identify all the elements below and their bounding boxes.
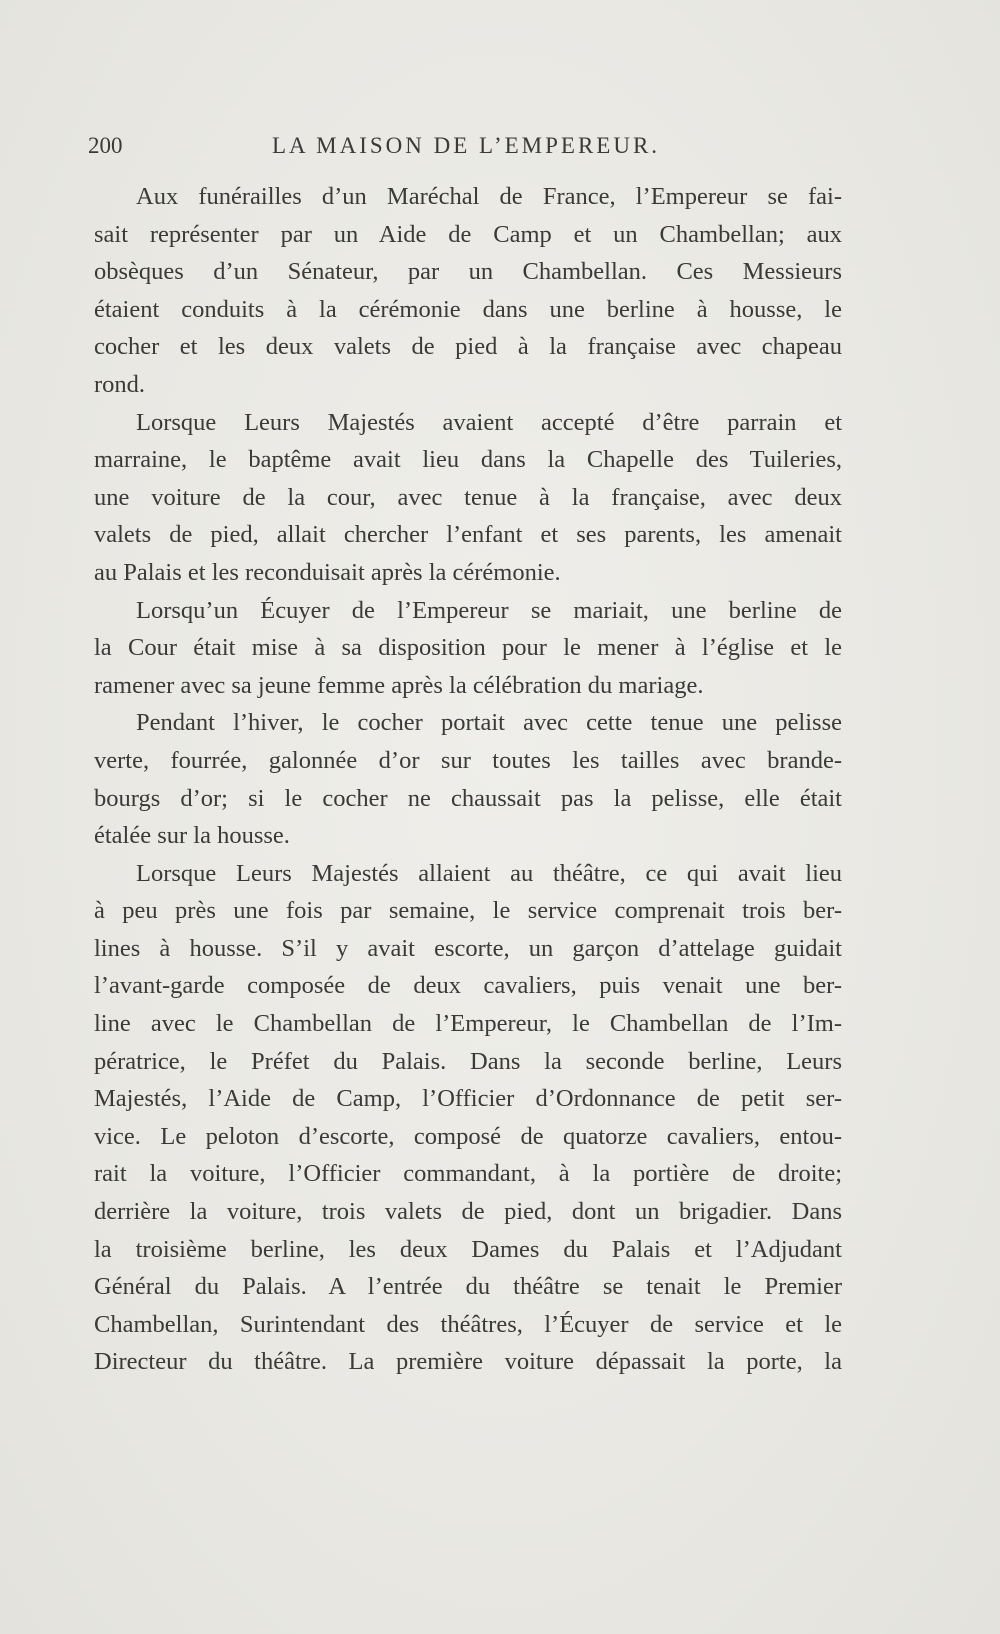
text-line: rond.: [94, 370, 146, 398]
text-line: valets de pied, allait chercher l’enfant et ses parents, les amenait: [94, 521, 842, 549]
page-header: [88, 133, 668, 167]
text-line: cocher et les deux valets de pied à la française avec chapeau: [94, 333, 842, 361]
text-line: Chambellan, Surintendant des théâtres, l’Écuyer de service et le: [94, 1310, 842, 1338]
text-line: Aux funérailles d’un Maréchal de France, l’Empereur se fai-: [136, 183, 842, 210]
running-title: LA MAISON DE L’EMPEREUR.: [272, 133, 661, 158]
page-number: 200: [88, 133, 123, 158]
text-line: Directeur du théâtre. La première voiture dépassait la porte, la: [94, 1348, 842, 1376]
text-line: vice. Le peloton d’escorte, composé de quatorze cavaliers, entou-: [94, 1122, 842, 1150]
text-line: la troisième berline, les deux Dames du Palais et l’Adjudant: [94, 1235, 842, 1263]
text-line: une voiture de la cour, avec tenue à la française, avec deux: [94, 483, 842, 511]
text-line: à peu près une fois par semaine, le service comprenait trois ber-: [94, 897, 842, 925]
text-line: l’avant-garde composée de deux cavaliers, puis venait une ber-: [94, 972, 842, 1000]
text-line: au Palais et les reconduisait après la cérémonie.: [94, 558, 561, 586]
text-line: verte, fourrée, galonnée d’or sur toutes les tailles avec brande-: [94, 746, 842, 774]
body-text: [94, 178, 842, 1381]
text-line: lines à housse. S’il y avait escorte, un garçon d’attelage guidait: [94, 934, 842, 962]
text-line: la Cour était mise à sa disposition pour le mener à l’église et le: [94, 634, 842, 662]
text-line: line avec le Chambellan de l’Empereur, le Chambellan de l’Im-: [94, 1010, 842, 1038]
text-line: bourgs d’or; si le cocher ne chaussait pas la pelisse, elle était: [94, 784, 842, 812]
text-line: pératrice, le Préfet du Palais. Dans la seconde berline, Leurs: [94, 1047, 842, 1075]
text-line: rait la voiture, l’Officier commandant, à la portière de droite;: [94, 1160, 842, 1188]
text-line: obsèques d’un Sénateur, par un Chambellan. Ces Messieurs: [94, 258, 842, 286]
text-line: marraine, le baptême avait lieu dans la Chapelle des Tuileries,: [94, 446, 842, 474]
text-line: derrière la voiture, trois valets de pied, dont un brigadier. Dans: [94, 1198, 842, 1226]
text-line: sait représenter par un Aide de Camp et un Chambellan; aux: [94, 220, 842, 248]
text-line: Majestés, l’Aide de Camp, l’Officier d’Ordonnance de petit ser-: [94, 1085, 842, 1113]
text-line: étalée sur la housse.: [94, 822, 290, 850]
text-line: Général du Palais. A l’entrée du théâtre se tenait le Premier: [94, 1273, 842, 1301]
text-line: Lorsqu’un Écuyer de l’Empereur se mariait, une berline de: [136, 596, 842, 624]
text-line: Pendant l’hiver, le cocher portait avec cette tenue une pelisse: [136, 709, 842, 737]
text-line: étaient conduits à la cérémonie dans une berline à housse, le: [94, 295, 842, 323]
text-line: ramener avec sa jeune femme après la célébration du mariage.: [94, 671, 704, 699]
text-line: Lorsque Leurs Majestés allaient au théâtre, ce qui avait lieu: [136, 859, 842, 887]
text-line: Lorsque Leurs Majestés avaient accepté d’être parrain et: [136, 408, 842, 436]
